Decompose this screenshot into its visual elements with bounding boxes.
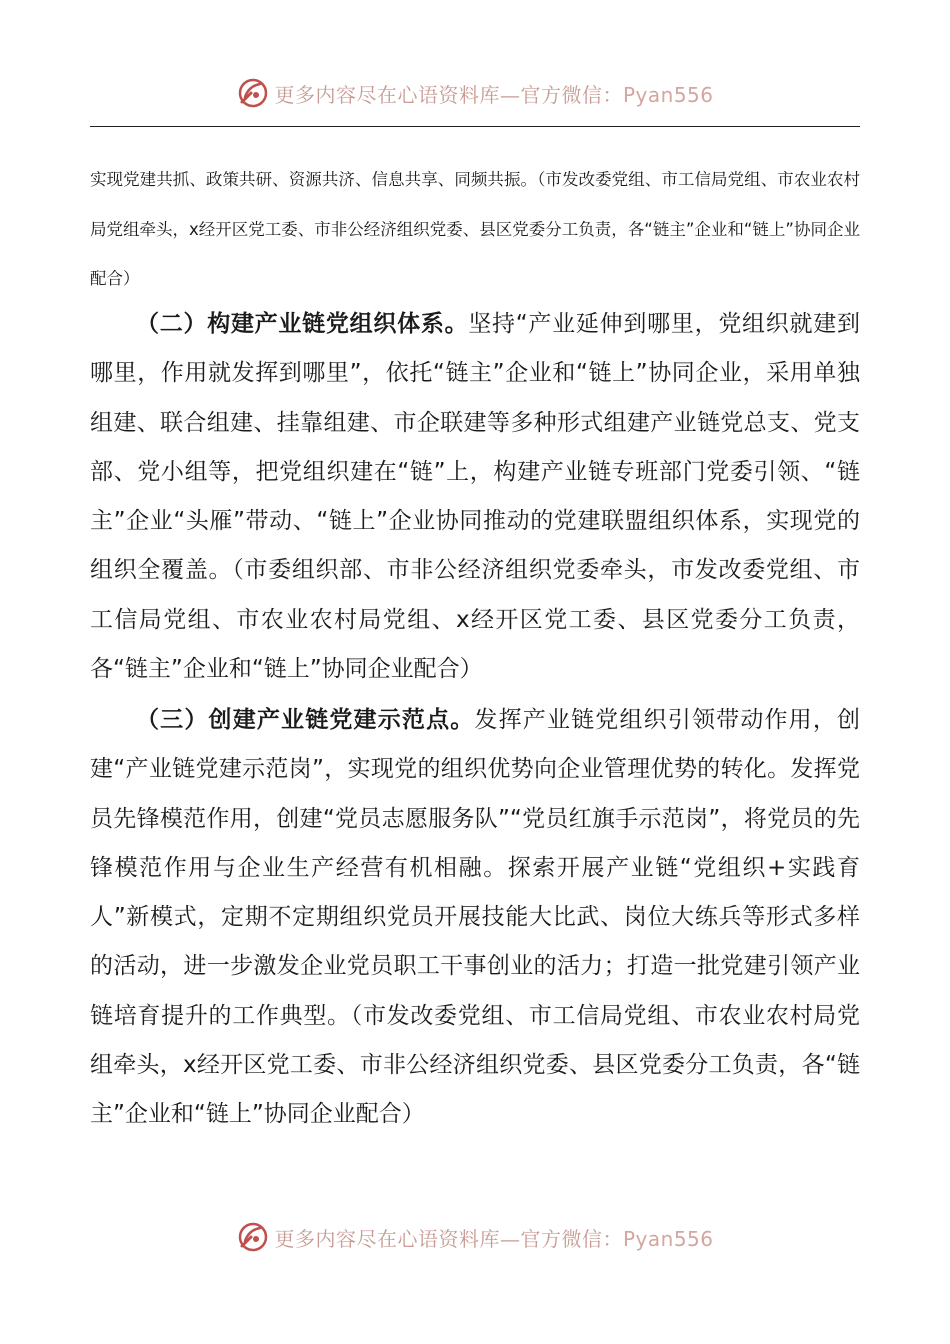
section-two-paragraph	[90, 300, 860, 694]
intro-paragraph: 实现党建共抓、政策共研、资源共济、信息共享、同频共振。（市发改委党组、市工信局党组、市农业农村局党组牵头，x经开区党工委、市非公经济组织党委、县区党委分工负责，各“链主”企业和“链上”协同企业配合）	[90, 170, 860, 288]
footer-watermark	[0, 1217, 950, 1257]
watermark-logo-icon	[236, 76, 270, 110]
watermark-logo-icon	[236, 1220, 270, 1254]
section-two-body: 坚持“产业延伸到哪里，党组织就建到哪里，作用就发挥到哪里”，依托“链主”企业和“链上”协同企业，采用单独组建、联合组建、挂靠组建、市企联建等多种形式组建产业链党总支、党支部、党小组等，把党组织建在“链”上，构建产业链专班部门党委引领、“链主”企业“头雁”带动、“链上”企业协同推动的党建联盟组织体系，实现党的组织全覆盖。（市委组织部、市非公经济组织党委牵头，市发改委党组、市工信局党组、市农业农村局党组、x经开区党工委、县区党委分工负责，各“链主”企业和“链上”协同企业配合）	[90, 311, 861, 683]
header-rule	[90, 126, 860, 127]
section-three-body: 发挥产业链党组织引领带动作用，创建“产业链党建示范岗”，实现党的组织优势向企业管理优势的转化。发挥党员先锋模范作用，创建“党员志愿服务队”“党员红旗手示范岗”，将党员的先锋模范作用与企业生产经营有机相融。探索开展产业链“党组织+实践育人”新模式，定期不定期组织党员开展技能大比武、岗位大练兵等形式多样的活动，进一步激发企业党员职工干事创业的活力；打造一批党建引领产业链培育提升的工作典型。（市发改委党组、市工信局党组、市农业农村局党组牵头，x经开区党工委、市非公经济组织党委、县区党委分工负责，各“链主”企业和“链上”协同企业配合）	[90, 707, 861, 1128]
watermark-text: 更多内容尽在心语资料库—官方微信：Pyan556	[274, 82, 714, 107]
section-two-heading: （二）构建产业链党组织体系。	[136, 311, 469, 337]
section-three-paragraph	[90, 696, 860, 1140]
watermark-text: 更多内容尽在心语资料库—官方微信：Pyan556	[274, 1226, 714, 1251]
section-three-heading: （三）创建产业链党建示范点。	[136, 707, 475, 733]
header-watermark	[0, 73, 950, 113]
